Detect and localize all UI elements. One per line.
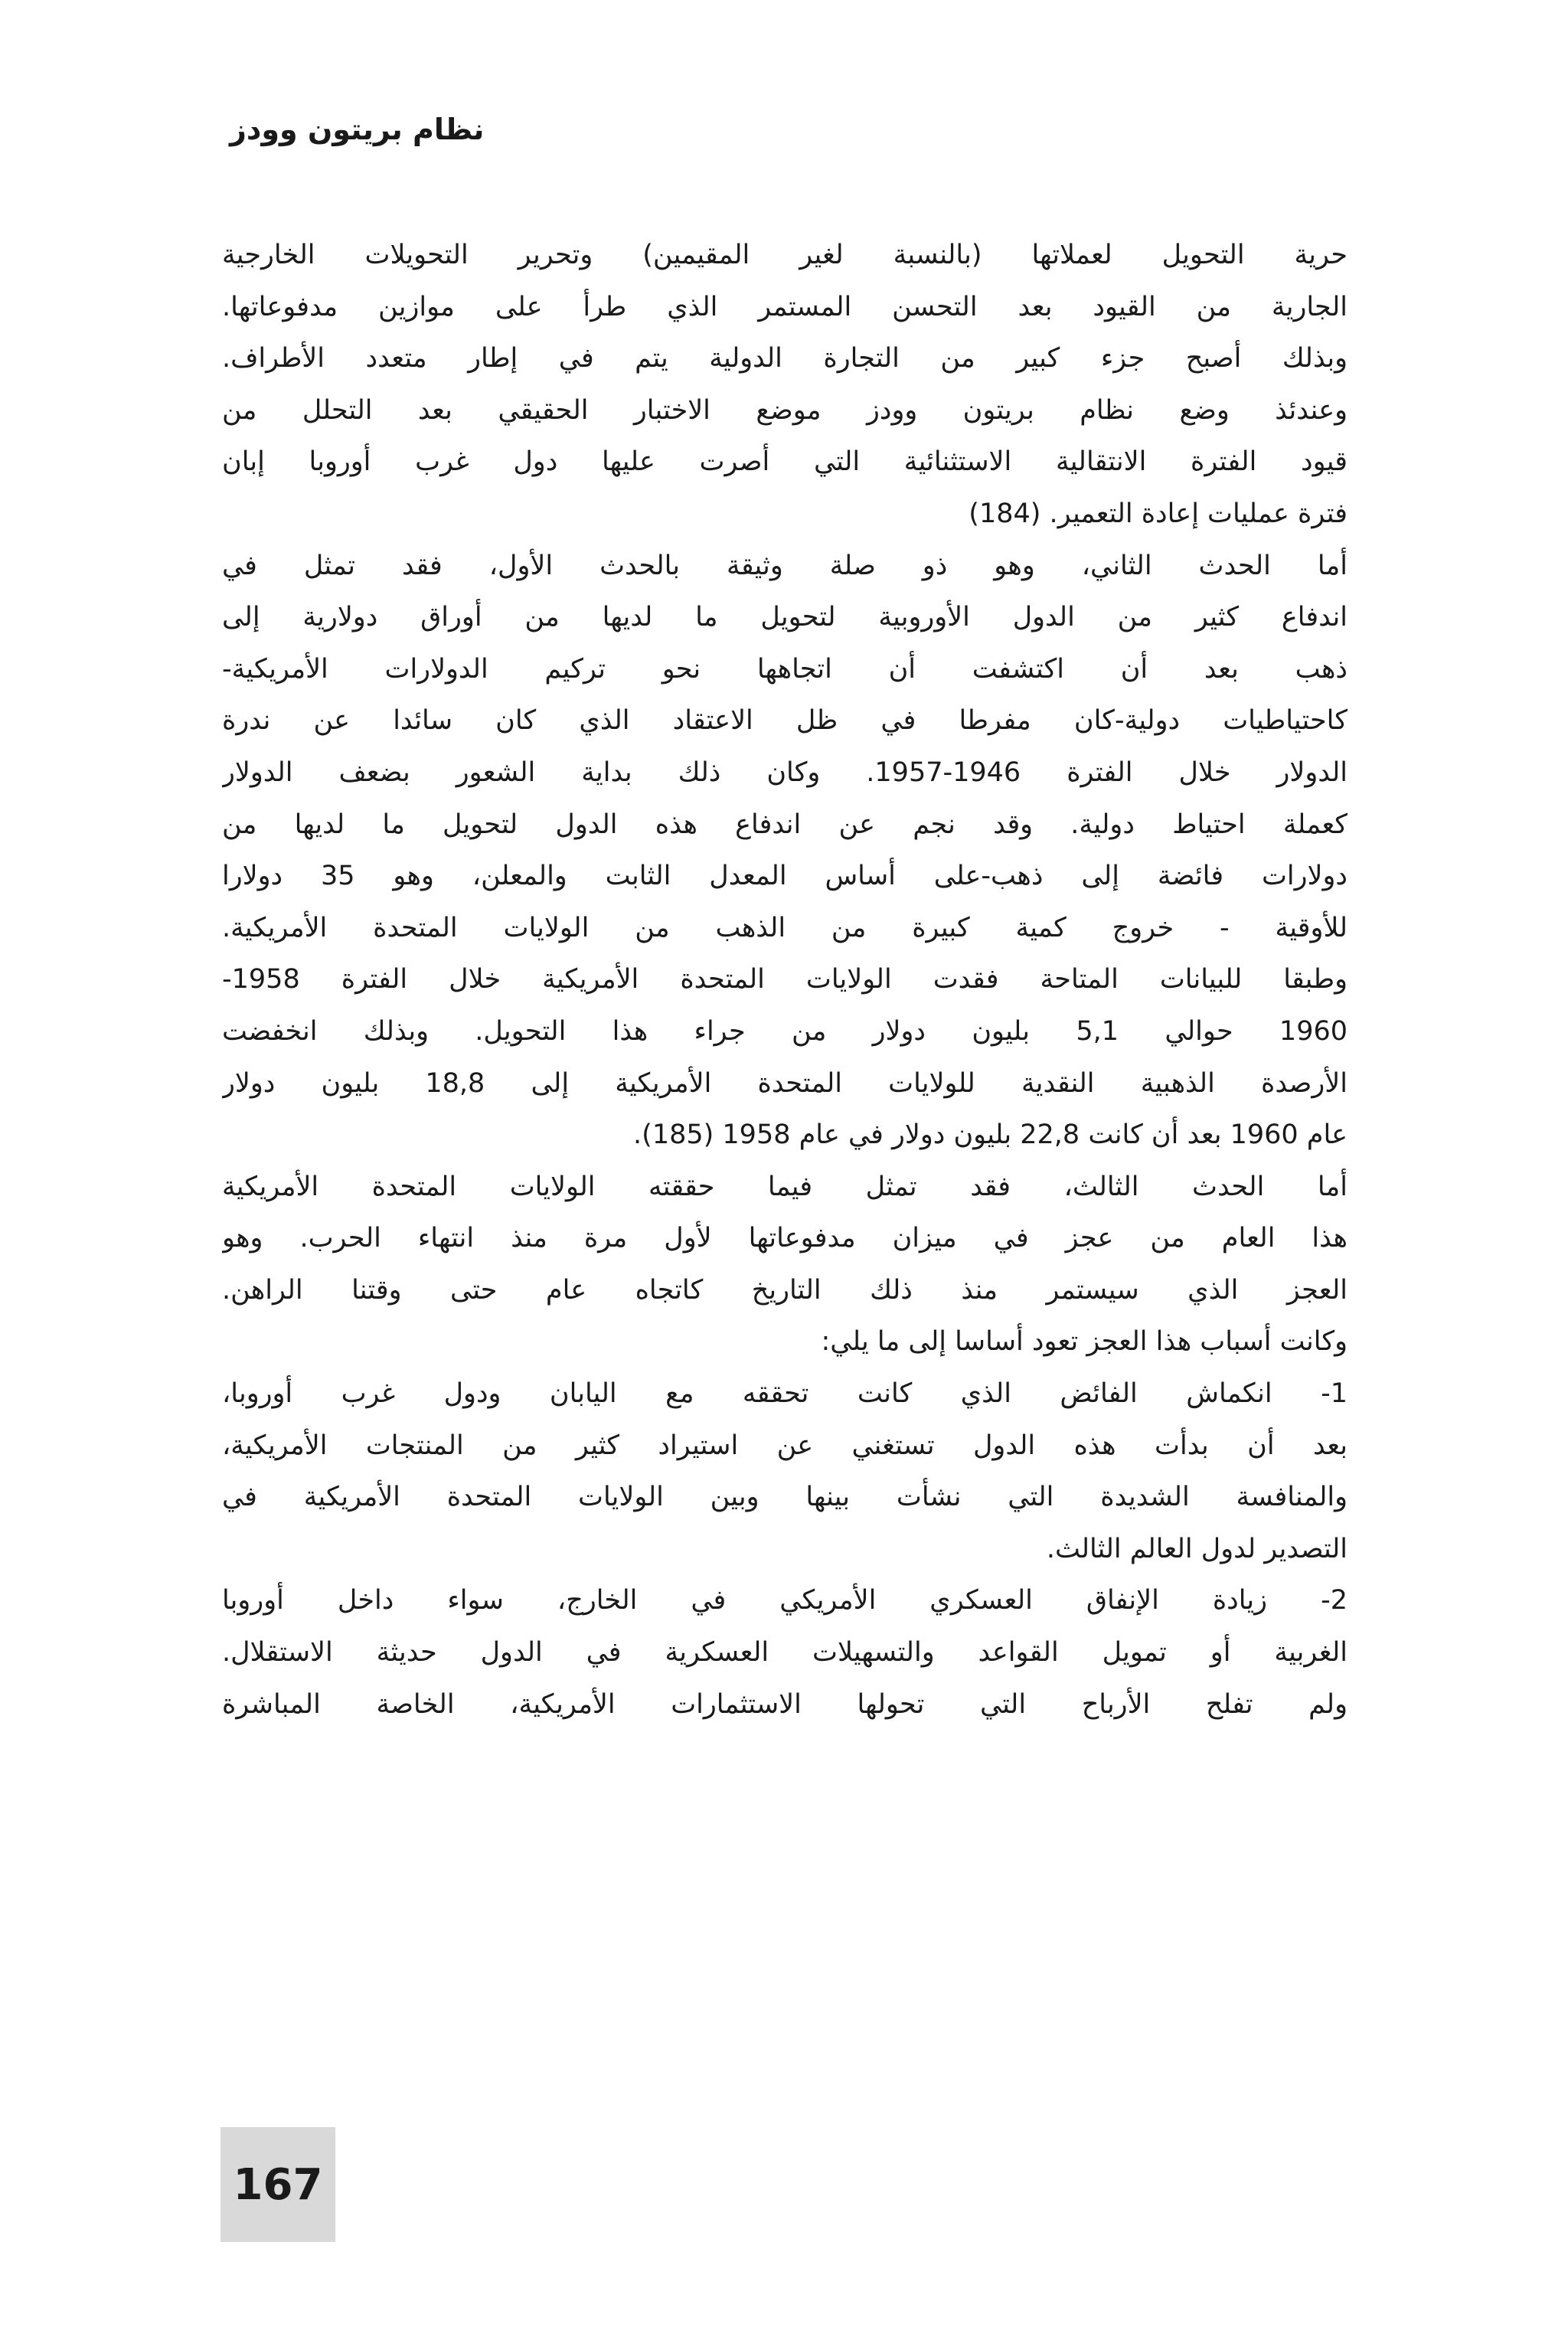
running-header: نظام بريتون وودز bbox=[230, 113, 485, 146]
text-line: اندفاع كثير من الدول الأوروبية لتحويل ما لديها من أوراق دولارية إلى bbox=[222, 602, 1348, 633]
text-line: الجارية من القيود بعد التحسن المستمر الذي طرأ على موازين مدفوعاتها. bbox=[222, 291, 1348, 322]
text-line: للأوقية - خروج كمية كبيرة من الذهب من الولايات المتحدة الأمريكية. bbox=[222, 912, 1348, 943]
text-line: وكانت أسباب هذا العجز تعود أساسا إلى ما يلي: bbox=[821, 1326, 1348, 1358]
text-line: فترة عمليات إعادة التعمير. (184) bbox=[969, 498, 1348, 529]
text-line: حرية التحويل لعملاتها (بالنسبة لغير المقيمين) وتحرير التحويلات الخارجية bbox=[222, 240, 1348, 270]
text-line: الأرصدة الذهبية النقدية للولايات المتحدة الأمريكية إلى 18,8 بليون دولار bbox=[222, 1067, 1348, 1099]
text-line: عام 1960 بعد أن كانت 22,8 بليون دولار في عام 1958 (185). bbox=[633, 1119, 1348, 1151]
text-line: وعندئذ وضع نظام بريتون وودز موضع الاختبار الحقيقي بعد التحلل من bbox=[222, 394, 1348, 426]
body-text bbox=[222, 230, 1348, 1731]
text-line: الغربية أو تمويل القواعد والتسهيلات العسكرية في الدول حديثة الاستقلال. bbox=[222, 1637, 1348, 1669]
text-line: بعد أن بدأت هذه الدول تستغني عن استيراد كثير من المنتجات الأمريكية، bbox=[222, 1430, 1348, 1461]
text-line: ولم تفلح الأرباح التي تحولها الاستثمارات الأمريكية، الخاصة المباشرة bbox=[222, 1688, 1348, 1720]
text-line: أما الحدث الثاني، وهو ذو صلة وثيقة بالحدث الأول، فقد تمثل في bbox=[222, 550, 1348, 581]
text-line: 1960 حوالي 5,1 بليون دولار من جراء هذا التحويل. وبذلك انخفضت bbox=[222, 1015, 1348, 1047]
text-line: 2- زيادة الإنفاق العسكري الأمريكي في الخارج، سواء داخل أوروبا bbox=[222, 1585, 1348, 1616]
text-line: دولارات فائضة إلى ذهب-على أساس المعدل الثابت والمعلن، وهو 35 دولارا bbox=[222, 861, 1348, 892]
text-line: وطبقا للبيانات المتاحة فقدت الولايات المتحدة الأمريكية خلال الفترة 1958- bbox=[222, 964, 1348, 995]
text-line: ذهب بعد أن اكتشفت أن اتجاهها نحو تركيم الدولارات الأمريكية- bbox=[222, 653, 1348, 685]
page-number: 167 bbox=[220, 2127, 335, 2242]
text-line: الدولار خلال الفترة 1946-1957. وكان ذلك بداية الشعور بضعف الدولار bbox=[222, 757, 1348, 788]
text-line: التصدير لدول العالم الثالث. bbox=[1046, 1533, 1348, 1564]
text-line: 1- انكماش الفائض الذي كانت تحققه مع اليابان ودول غرب أوروبا، bbox=[222, 1378, 1348, 1410]
text-line: هذا العام من عجز في ميزان مدفوعاتها لأول مرة منذ انتهاء الحرب. وهو bbox=[222, 1223, 1348, 1254]
text-line: أما الحدث الثالث، فقد تمثل فيما حققته الولايات المتحدة الأمريكية bbox=[222, 1171, 1348, 1202]
text-line: العجز الذي سيستمر منذ ذلك التاريخ كاتجاه عام حتى وقتنا الراهن. bbox=[222, 1274, 1348, 1306]
text-line: قيود الفترة الانتقالية الاستثنائية التي أصرت عليها دول غرب أوروبا إبان bbox=[222, 446, 1348, 478]
text-line: وبذلك أصبح جزء كبير من التجارة الدولية يتم في إطار متعدد الأطراف. bbox=[222, 343, 1348, 374]
text-line: كعملة احتياط دولية. وقد نجم عن اندفاع هذه الدول لتحويل ما لديها من bbox=[222, 809, 1348, 840]
text-line: والمنافسة الشديدة التي نشأت بينها وبين الولايات المتحدة الأمريكية في bbox=[222, 1482, 1348, 1513]
text-line: كاحتياطيات دولية-كان مفرطا في ظل الاعتقاد الذي كان سائدا عن ندرة bbox=[222, 705, 1348, 737]
